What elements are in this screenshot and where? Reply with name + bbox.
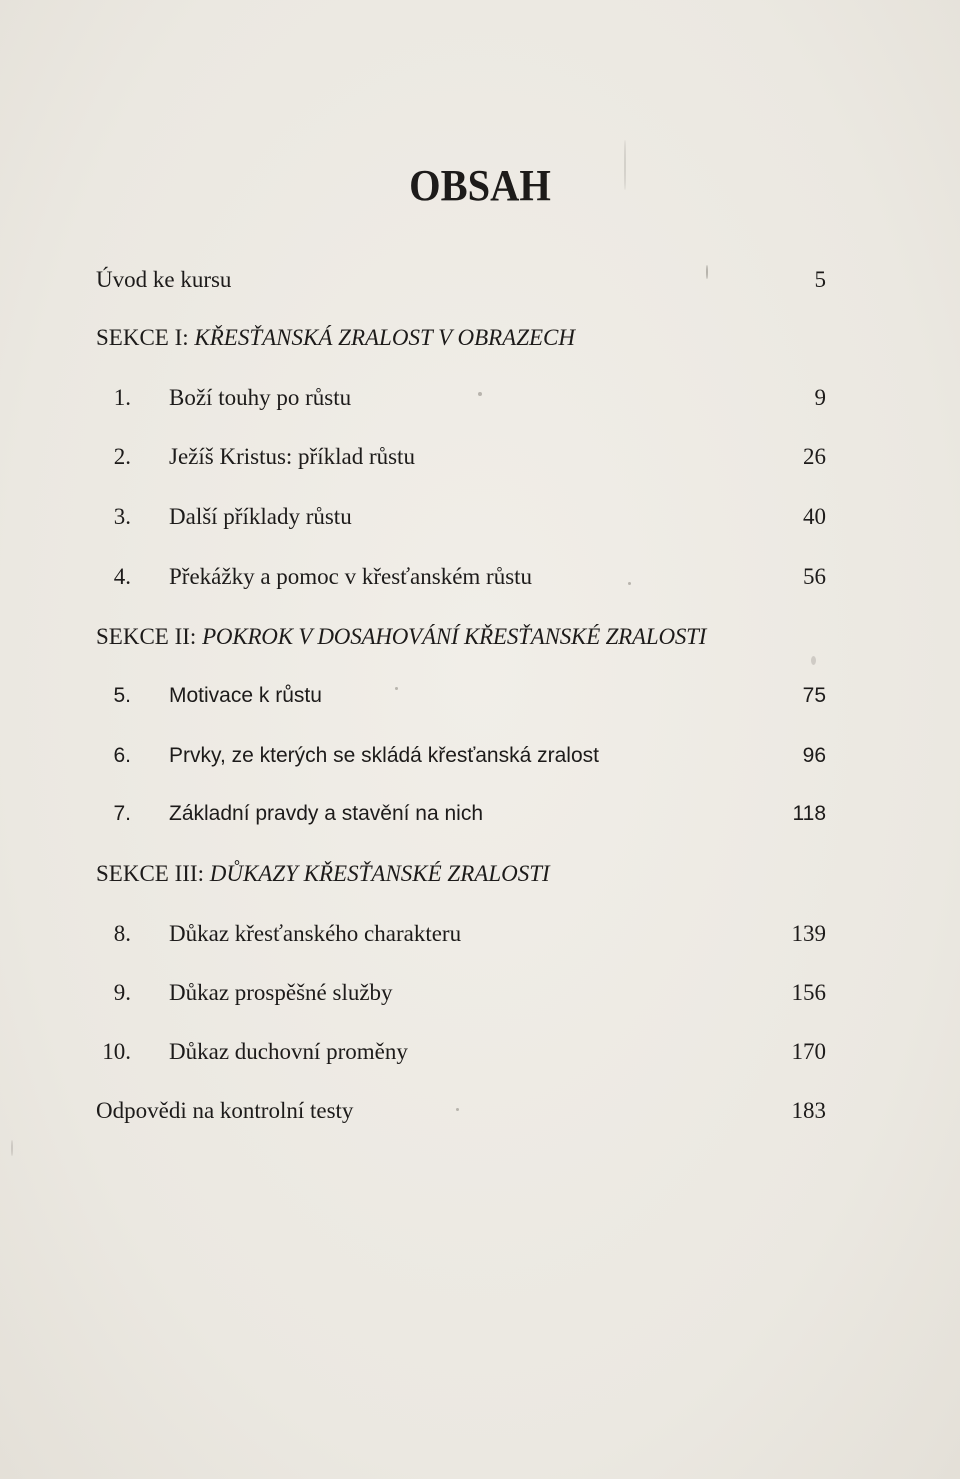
chapter-title: Prvky, ze kterých se skládá křesťanská zralost: [169, 744, 599, 767]
scan-speck: [706, 265, 708, 279]
chapter-number: 9.: [113, 980, 131, 1005]
chapter-number: 8.: [113, 921, 131, 946]
chapter-number: 10.: [102, 1039, 131, 1064]
toc-entry-chapter-7: [96, 796, 826, 832]
toc-entry-page: 183: [791, 1098, 826, 1123]
chapter-number: 2.: [113, 444, 131, 469]
chapter-number: 4.: [113, 564, 131, 589]
chapter-title: Důkaz křesťanského charakteru: [169, 921, 462, 946]
toc-entry-chapter-10: [96, 1034, 826, 1070]
chapter-number: 3.: [113, 504, 131, 529]
section-heading-1: [96, 320, 856, 356]
chapter-page: 118: [792, 802, 826, 825]
scan-speck: [395, 687, 398, 690]
scan-speck: [628, 582, 631, 585]
toc-entry-page: 5: [814, 267, 826, 292]
section-title: POKROK V DOSAHOVÁNÍ KŘESŤANSKÉ ZRALOSTI: [202, 624, 707, 649]
toc-entry-intro: [96, 262, 826, 298]
toc-entry-label: Úvod ke kursu: [96, 267, 232, 292]
chapter-page: 40: [803, 504, 826, 529]
scan-speck: [811, 656, 816, 665]
chapter-page: 56: [803, 564, 826, 589]
chapter-page: 26: [803, 444, 826, 469]
toc-entry-chapter-8: [96, 916, 826, 952]
toc-entry-label: Odpovědi na kontrolní testy: [96, 1098, 354, 1123]
chapter-number: 1.: [113, 385, 131, 410]
chapter-page: 170: [791, 1039, 826, 1064]
chapter-title: Důkaz duchovní proměny: [169, 1039, 408, 1064]
chapter-title: Překážky a pomoc v křesťanském růstu: [169, 564, 533, 589]
section-number: SEKCE II:: [96, 624, 203, 649]
scan-speck: [624, 140, 626, 190]
chapter-title: Důkaz prospěšné služby: [169, 980, 393, 1005]
toc-entry-answers: [96, 1093, 826, 1129]
toc-entry-chapter-4: [96, 559, 826, 595]
chapter-title: Boží touhy po růstu: [169, 385, 352, 410]
page-title: OBSAH: [409, 161, 551, 210]
chapter-page: 9: [814, 385, 826, 410]
toc-entry-chapter-1: [96, 380, 826, 416]
chapter-title: Motivace k růstu: [169, 684, 322, 707]
scan-speck: [456, 1108, 459, 1111]
chapter-number: 6.: [113, 744, 131, 767]
scan-speck: [11, 1140, 13, 1156]
toc-entry-chapter-9: [96, 975, 826, 1011]
toc-entry-chapter-5: [96, 678, 826, 714]
section-number: SEKCE III:: [96, 861, 210, 886]
section-title: DŮKAZY KŘESŤANSKÉ ZRALOSTI: [209, 861, 550, 886]
chapter-page: 96: [802, 744, 826, 767]
toc-entry-chapter-2: [96, 439, 826, 475]
chapter-number: 5.: [113, 684, 131, 707]
toc-entry-chapter-3: [96, 499, 826, 535]
chapter-title: Další příklady růstu: [169, 504, 352, 529]
section-title: KŘESŤANSKÁ ZRALOST V OBRAZECH: [194, 325, 576, 350]
section-heading-3: [96, 856, 856, 892]
chapter-title: Ježíš Kristus: příklad růstu: [169, 444, 415, 469]
chapter-page: 139: [791, 921, 826, 946]
chapter-title: Základní pravdy a stavění na nich: [169, 802, 484, 825]
chapter-page: 156: [791, 980, 826, 1005]
chapter-number: 7.: [113, 802, 131, 825]
section-number: SEKCE I:: [96, 325, 195, 350]
scan-speck: [478, 392, 482, 396]
chapter-page: 75: [802, 684, 826, 707]
toc-entry-chapter-6: [96, 738, 826, 774]
section-heading-2: [96, 619, 856, 655]
